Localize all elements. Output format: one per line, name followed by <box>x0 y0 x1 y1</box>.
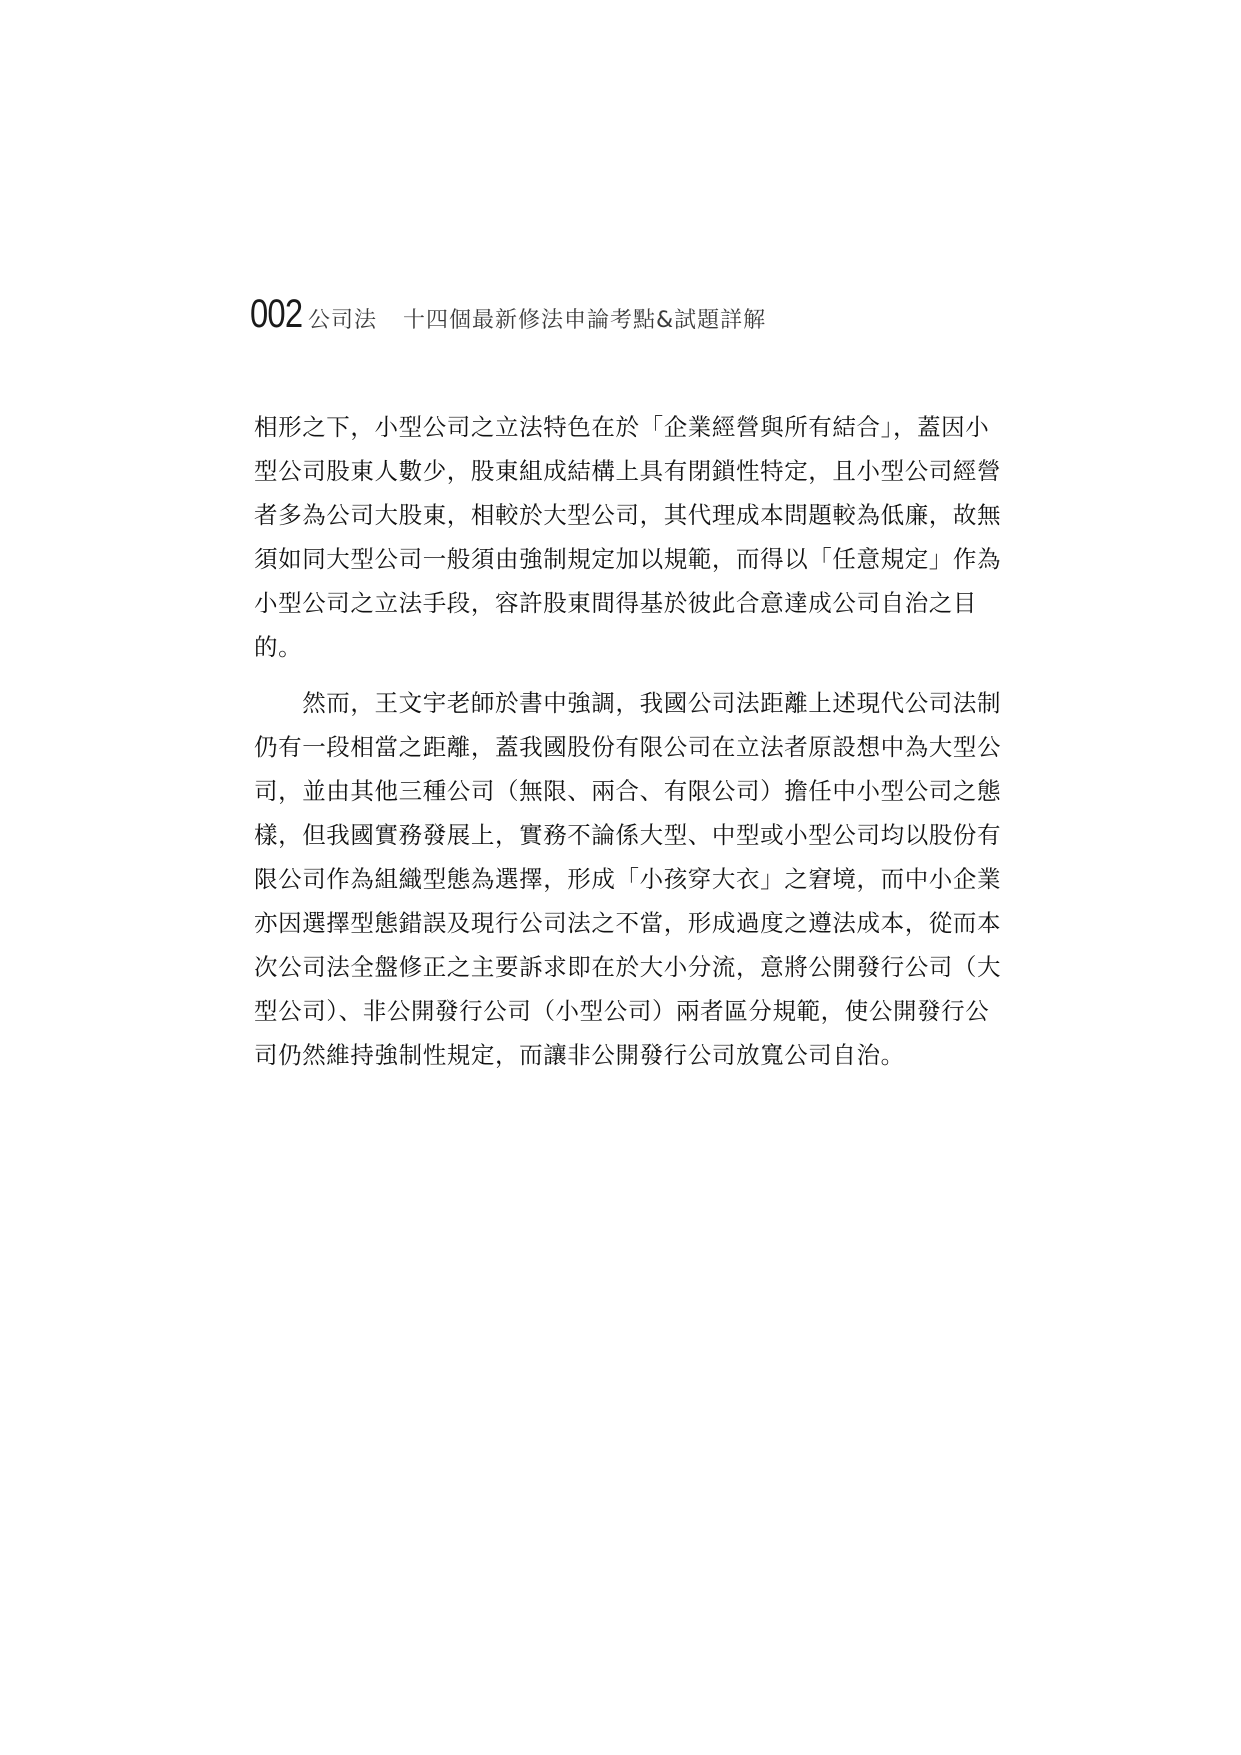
text-line: 相形之下，小型公司之立法特色在於「企業經營與所有結合」，蓋因小 <box>254 413 990 441</box>
running-header <box>250 292 766 337</box>
text-line: 者多為公司大股東，相較於大型公司，其代理成本問題較為低廉，故無 <box>254 501 1002 529</box>
text-line: 次公司法全盤修正之主要訴求即在於大小分流，意將公開發行公司（大 <box>254 953 1002 981</box>
text-line: 限公司作為組織型態為選擇，形成「小孩穿大衣」之窘境，而中小企業 <box>254 865 1002 893</box>
paragraph-1 <box>254 405 1002 669</box>
book-subtitle: 十四個最新修法申論考點&試題詳解 <box>403 308 767 333</box>
text-line: 亦因選擇型態錯誤及現行公司法之不當，形成過度之遵法成本，從而本 <box>254 909 1002 937</box>
paragraph-2 <box>254 681 1002 1077</box>
text-line: 然而，王文宇老師於書中強調，我國公司法距離上述現代公司法制 <box>254 689 1002 717</box>
text-line: 的。 <box>254 633 303 661</box>
text-line: 司，並由其他三種公司（無限、兩合、有限公司）擔任中小型公司之態 <box>254 777 1002 805</box>
text-line: 型公司）、非公開發行公司（小型公司）兩者區分規範，使公開發行公 <box>254 997 990 1025</box>
text-line: 仍有一段相當之距離，蓋我國股份有限公司在立法者原設想中為大型公 <box>254 733 1002 761</box>
page-number: 002 <box>250 292 303 336</box>
text-line: 須如同大型公司一般須由強制規定加以規範，而得以「任意規定」作為 <box>254 545 1002 573</box>
text-line: 小型公司之立法手段，容許股東間得基於彼此合意達成公司自治之目 <box>254 589 977 617</box>
text-line: 樣，但我國實務發展上，實務不論係大型、中型或小型公司均以股份有 <box>254 821 1002 849</box>
text-line: 型公司股東人數少，股東組成結構上具有閉鎖性特定，且小型公司經營 <box>254 457 1002 485</box>
paragraph-spacer <box>254 669 966 681</box>
text-line: 司仍然維持強制性規定，而讓非公開發行公司放寬公司自治。 <box>254 1041 905 1069</box>
body-text <box>254 405 1002 1077</box>
book-title: 公司法 <box>308 308 378 333</box>
